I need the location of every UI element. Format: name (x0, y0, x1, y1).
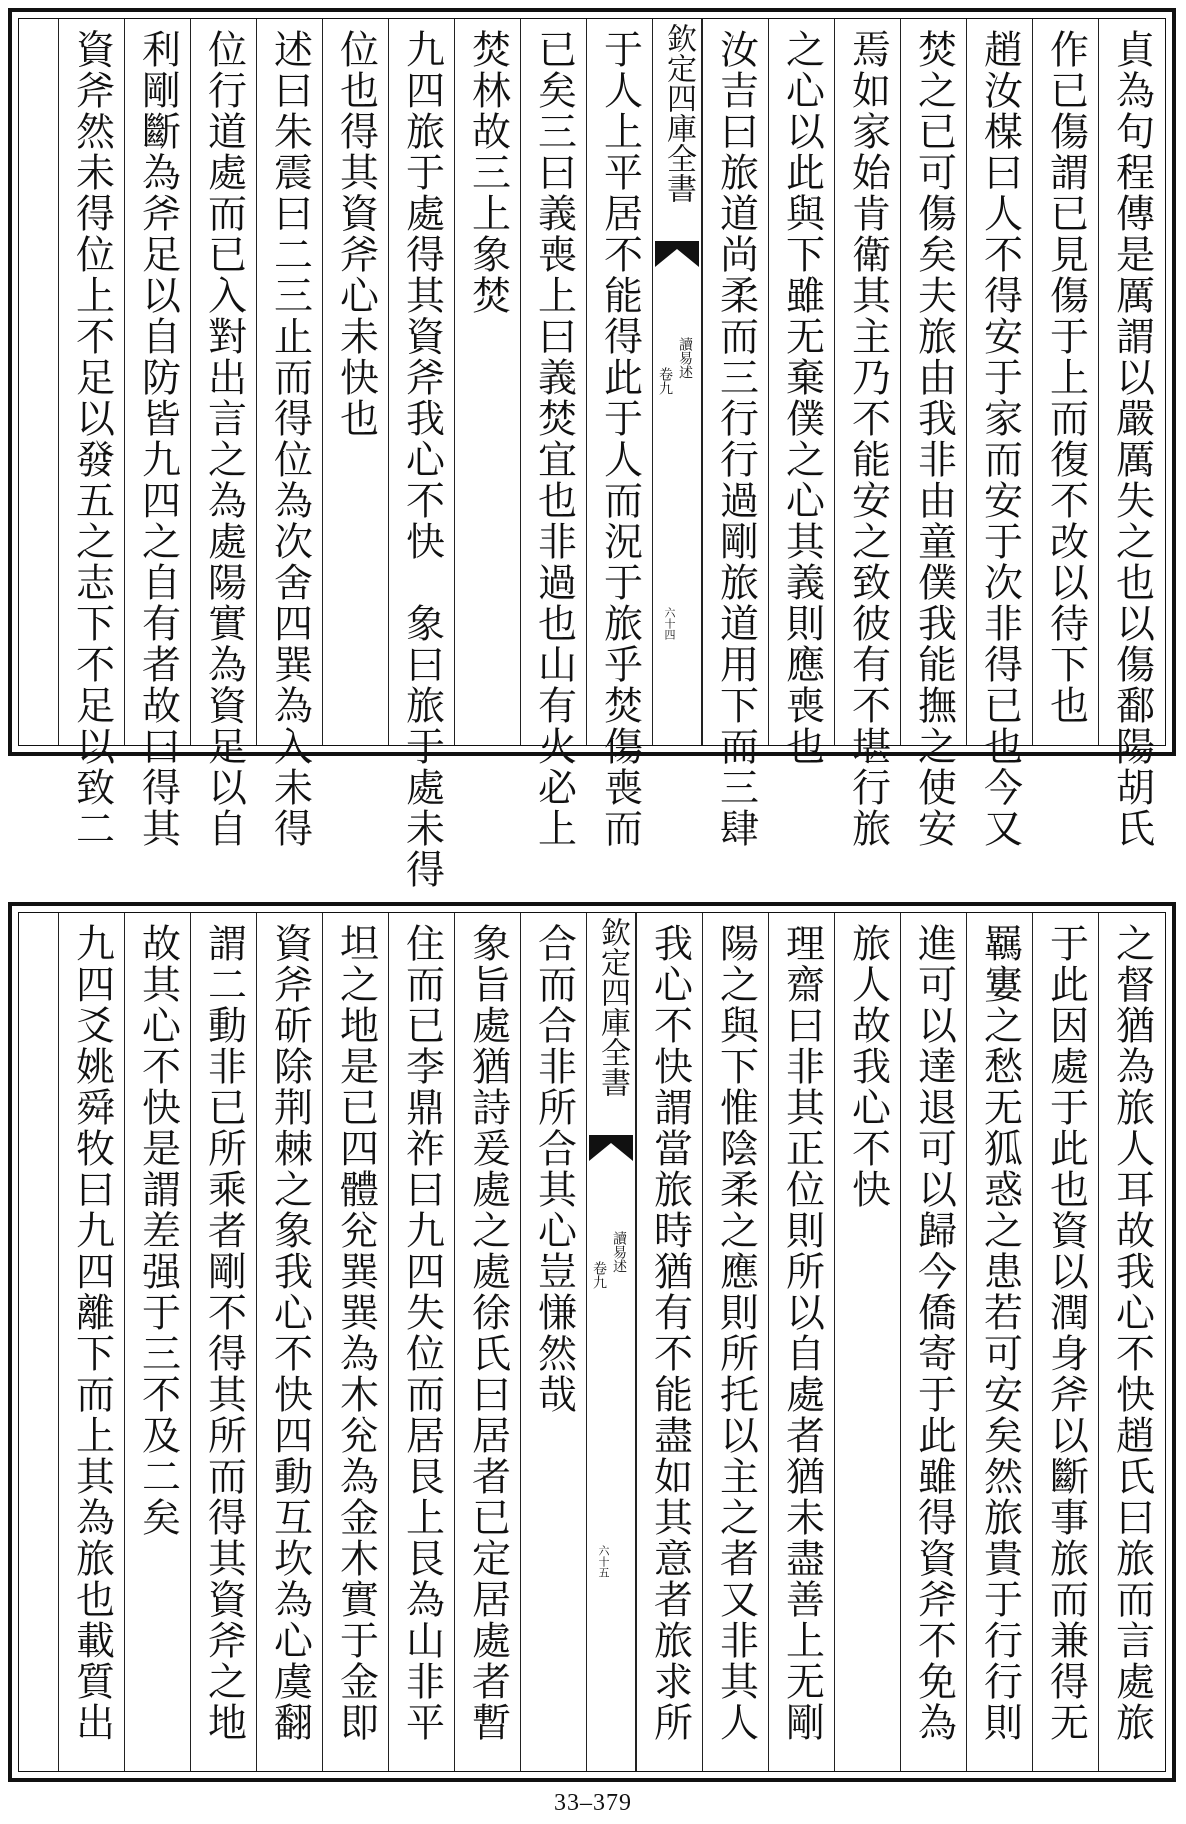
text-column (520, 913, 586, 1771)
column-text: 坦之地是已四體兊巽巽為木兊為金木實于金即 (333, 923, 379, 1743)
column-text: 汝吉曰旅道尚柔而三行行過剛旅道用下而三肆 (713, 29, 759, 849)
leaf-number: 六十四 (663, 607, 676, 640)
volume-number: 卷九 (591, 1261, 607, 1289)
column-text: 位也得其資斧心未快也 (333, 29, 379, 439)
text-column (454, 19, 520, 745)
text-column (322, 19, 388, 745)
column-text: 陽之與下惟陰柔之應則所托以主之者又非其人 (713, 923, 759, 1743)
text-column (768, 913, 834, 1771)
column-text: 于人上平居不能得此于人而況于旅乎焚傷喪而 (597, 29, 643, 849)
book-name: 讀易述 (611, 1231, 627, 1273)
text-column (768, 19, 834, 767)
column-text: 述曰朱震曰二三止而得位為次舍四巽為入未得 (267, 29, 313, 849)
column-text: 象旨處猶詩爰處之處徐氏曰居者已定居處者暫 (465, 923, 511, 1743)
column-text: 趙汝楳曰人不得安于家而安于次非得已也今又 (977, 29, 1023, 849)
text-column (454, 913, 520, 1771)
column-text: 焚林故三上象焚 (465, 29, 511, 316)
column-text: 故其心不快是謂差强于三不及二矣 (135, 923, 181, 1538)
column-text: 旅人故我心不快 (845, 923, 891, 1210)
column-text: 資斧斫除荆棘之象我心不快四動互坎為心虞翻 (267, 923, 313, 1743)
text-column (1098, 913, 1164, 1771)
book-name: 讀易述 (677, 337, 693, 379)
page-number: 33–379 (554, 1790, 632, 1816)
center-fold (652, 19, 702, 745)
text-column (586, 19, 652, 849)
column-text: 進可以達退可以歸今僑寄于此雖得資斧不免為 (911, 923, 957, 1743)
text-column (58, 19, 124, 849)
text-column (322, 913, 388, 1771)
text-column (58, 913, 124, 1771)
text-column (124, 19, 190, 849)
center-fold (586, 913, 636, 1771)
text-column (124, 913, 190, 1771)
column-text: 之心以此與下雖无棄僕之心其義則應喪也 (779, 29, 825, 767)
fishtail-mark (655, 241, 699, 267)
column-text: 謂二動非已所乘者剛不得其所而得其資斧之地 (201, 923, 247, 1743)
text-column (256, 913, 322, 1771)
collection-title: 欽定四庫全書 (661, 23, 696, 203)
page-bottom (8, 902, 1176, 1782)
collection-title: 欽定四庫全書 (595, 917, 630, 1097)
text-column (636, 913, 702, 1771)
column-text: 已矣三曰義喪上曰義焚宜也非過也山有火必上 (531, 29, 577, 849)
text-column (388, 19, 454, 890)
volume-number: 卷九 (657, 367, 673, 395)
fishtail-mark (589, 1135, 633, 1161)
text-column (256, 19, 322, 849)
column-text: 貞為句程傳是厲謂以嚴厲失之也以傷鄱陽胡氏 (1109, 29, 1155, 849)
text-column (834, 913, 900, 1771)
column-text: 資斧然未得位上不足以發五之志下不足以致二 (69, 29, 115, 849)
text-column (520, 19, 586, 849)
text-column (966, 913, 1032, 1771)
column-text: 位行道處而已入對出言之為處陽實為資足以自 (201, 29, 247, 849)
text-column (702, 913, 768, 1771)
column-text: 合而合非所合其心豈慊然哉 (531, 923, 577, 1415)
column-text: 焉如家始肯衛其主乃不能安之致彼有不堪行旅 (845, 29, 891, 849)
text-column (190, 913, 256, 1771)
text-column (1098, 19, 1164, 849)
column-text: 作已傷謂已見傷于上而復不改以待下也 (1043, 29, 1089, 726)
text-column (900, 19, 966, 849)
text-column (190, 19, 256, 849)
text-column (702, 19, 768, 849)
text-column (966, 19, 1032, 849)
column-text: 焚之已可傷矣夫旅由我非由童僕我能撫之使安 (911, 29, 957, 849)
column-text: 之督猶為旅人耳故我心不快趙氏曰旅而言處旅 (1109, 923, 1155, 1743)
text-column (1032, 19, 1098, 745)
text-column (900, 913, 966, 1771)
leaf-number: 六十五 (597, 1545, 610, 1578)
page-top (8, 8, 1176, 890)
column-text: 九四爻姚舜牧曰九四離下而上其為旅也載質出 (69, 923, 115, 1743)
column-text: 于此因處于此也資以潤身斧以斷事旅而兼得无 (1043, 923, 1089, 1743)
column-text: 我心不快謂當旅時猶有不能盡如其意者旅求所 (647, 923, 693, 1743)
text-column (834, 19, 900, 849)
column-text: 利剛斷為斧足以自防皆九四之自有者故曰得其 (135, 29, 181, 849)
text-column (1032, 913, 1098, 1771)
column-text: 理齋曰非其正位則所以自處者猶未盡善上无剛 (779, 923, 825, 1743)
column-text: 住而已李鼎祚曰九四失位而居艮上艮為山非平 (399, 923, 445, 1743)
column-text: 九四旅于處得其資斧我心不快 象曰旅于處未得 (399, 29, 445, 890)
column-text: 羈寠之愁无狐惑之患若可安矣然旅貴于行行則 (977, 923, 1023, 1743)
text-column (388, 913, 454, 1771)
